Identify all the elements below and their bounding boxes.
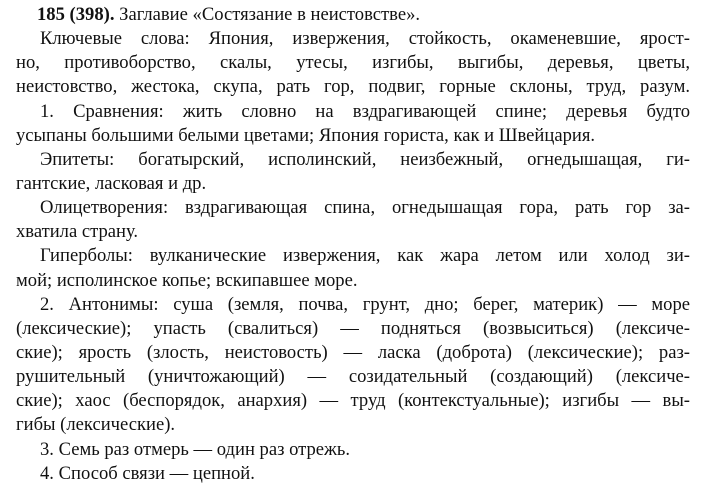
text-line: Гиперболы: вулканические извержения, как жара летом или холод зи- [40, 245, 690, 267]
text-line: ские); ярость (злость, неистовость) — ласка (доброта) (лексические); раз- [16, 341, 690, 363]
text-line: мой; исполинское копье; вскипавшее море. [16, 269, 358, 291]
text-line: 1. Сравнения: жить словно на вздрагивающей спине; деревья будто [40, 100, 690, 122]
text-line: (лексические); упасть (свалиться) — подняться (возвыситься) (лексиче- [16, 317, 690, 339]
text-line: хватила страну. [16, 221, 139, 243]
exercise-title: Заглавие «Состязание в неистовстве». [119, 4, 421, 25]
text-line: гибы (лексические). [16, 414, 176, 436]
text-line: 3. Семь раз отмерь — один раз отрежь. [40, 438, 351, 460]
text-line: 4. Способ связи — цепной. [40, 462, 255, 484]
exercise-number: 185 (398). [37, 4, 115, 25]
text-line: ские); хаос (беспорядок, анархия) — труд (контекстуальные); изгибы — вы- [16, 390, 690, 412]
text-line: рушительный (уничтожающий) — созидательный (создающий) (лексиче- [16, 366, 690, 388]
text-line: но, противоборство, скалы, утесы, изгибы, выгибы, деревья, цветы, [16, 52, 690, 74]
answer-body [16, 27, 690, 486]
text-line: Ключевые слова: Япония, извержения, стойкость, окаменевшие, ярост- [40, 28, 690, 50]
exercise-heading [16, 3, 690, 27]
text-line: неистовство, жестока, скупа, рать гор, подвиг, горные склоны, труд, разум. [16, 76, 690, 98]
text-line: Олицетворения: вздрагивающая спина, огнедышащая гора, рать гор за- [40, 197, 690, 219]
text-line: гантские, ласковая и др. [16, 172, 207, 194]
text-line: Эпитеты: богатырский, исполинский, неизбежный, огнедышащая, ги- [40, 148, 690, 170]
text-line: 2. Антонимы: суша (земля, почва, грунт, дно; берег, материк) — море [40, 293, 690, 315]
text-line: усыпаны большими белыми цветами; Япония гориста, как и Швейцария. [16, 124, 596, 146]
